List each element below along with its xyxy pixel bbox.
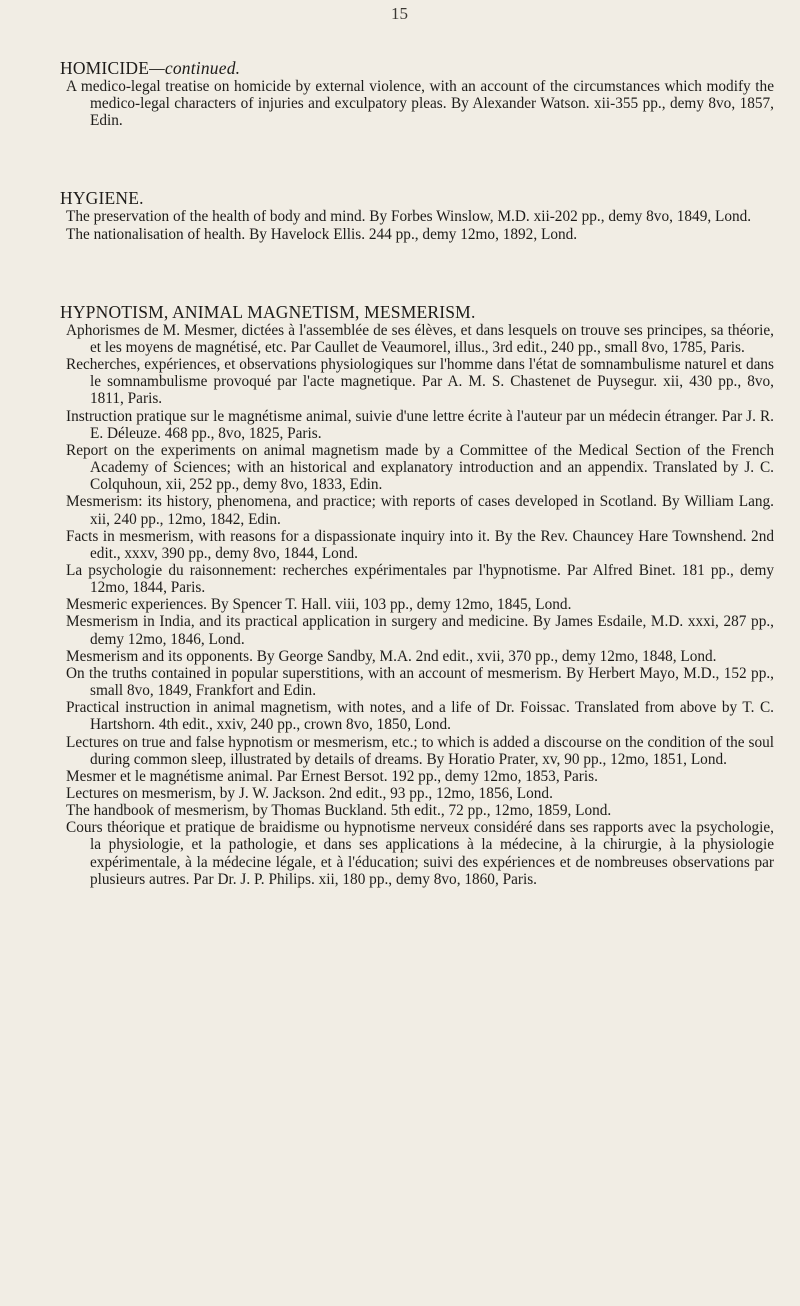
bibliography-entry: A medico-legal treatise on homicide by external violence, with an account of the circumstances which modify the medico-legal characters of injuries and exculpatory pleas. By Alexander Watson. xii-355 pp., demy 8vo, 1857, Edin. — [66, 78, 774, 130]
bibliography-entry: On the truths contained in popular superstitions, with an account of mesmerism. By Herbert Mayo, M.D., 152 pp., small 8vo, 1849, Frankfort and Edin. — [66, 664, 774, 700]
section-hypnotism — [60, 302, 774, 888]
bibliography-entry: Lectures on mesmerism, by J. W. Jackson. 2nd edit., 93 pp., 12mo, 1856, Lond. — [66, 785, 553, 802]
bibliography-entry: Cours théorique et pratique de braidisme ou hypnotisme nerveux considéré dans ses rapports avec la psychologie, la physiologie, et la pathologie, et dans ses applications à la médecine, à la chirurgie, à la physiologie expérimentale, à la médecine légale, et à l'éducation; suivi des expériences et de nombreuses observations par plusieurs autres. Par Dr. J. P. Philips. xii, 180 pp., demy 8vo, 1860, Paris. — [66, 819, 774, 888]
entry-list — [60, 208, 774, 242]
bibliography-entry: The preservation of the health of body and mind. By Forbes Winslow, M.D. xii-202 pp., demy 8vo, 1849, Lond. — [66, 208, 752, 226]
section-homicide — [60, 58, 774, 129]
bibliography-entry: Facts in mesmerism, with reasons for a dispassionate inquiry into it. By the Rev. Chauncey Hare Townshend. 2nd edit., xxxv, 390 pp., demy 8vo, 1844, Lond. — [66, 527, 774, 562]
entry-list — [60, 78, 774, 129]
bibliography-entry: The nationalisation of health. By Havelock Ellis. 244 pp., demy 12mo, 1892, Lond. — [66, 225, 578, 243]
section-heading: HYPNOTISM, ANIMAL MAGNETISM, MESMERISM. — [60, 301, 476, 322]
bibliography-entry: Mesmerism and its opponents. By George Sandby, M.A. 2nd edit., xvii, 370 pp., demy 12mo, 1848, Lond. — [66, 647, 717, 665]
bibliography-entry: The handbook of mesmerism, by Thomas Buckland. 5th edit., 72 pp., 12mo, 1859, Lond. — [66, 802, 612, 820]
section-heading — [60, 58, 774, 78]
heading-continued: —continued. — [149, 58, 241, 78]
bibliography-content — [60, 58, 774, 888]
bibliography-entry: Report on the experiments on animal magnetism made by a Committee of the Medical Section of the French Academy of Sciences; with an historical and explanatory introduction and an appendix. Translated by J. C. Colquhoun, xii, 252 pp., demy 8vo, 1833, Edin. — [66, 441, 774, 494]
bibliography-entry: Mesmer et le magnétisme animal. Par Ernest Bersot. 192 pp., demy 12mo, 1853, Paris. — [66, 767, 598, 785]
section-hygiene — [60, 188, 774, 242]
page-number: 15 — [391, 4, 408, 23]
bibliography-entry: Mesmeric experiences. By Spencer T. Hall. viii, 103 pp., demy 12mo, 1845, Lond. — [66, 596, 572, 614]
heading-text: HOMICIDE — [60, 58, 150, 78]
bibliography-entry: Lectures on true and false hypnotism or mesmerism, etc.; to which is added a discourse on the condition of the soul during common sleep, illustrated by details of dreams. By Horatio Prater, xv, 90 pp., 12mo, 1851, Lond. — [66, 733, 774, 768]
section-heading: HYGIENE. — [60, 188, 144, 209]
bibliography-entry: Recherches, expériences, et observations physiologiques sur l'homme dans l'état de somnambulisme naturel et dans le somnambulisme provoqué par l'acte magnetique. Par A. M. S. Chastenet de Puysegur. xii, 430 pp., 8vo, 1811, Paris. — [66, 356, 774, 408]
bibliography-entry: Aphorismes de M. Mesmer, dictées à l'assemblée de ses élèves, et dans lesquels on trouve ses principes, sa théorie, et les moyens de magnétisé, etc. Par Caullet de Veaumorel, illus., 3rd edit., 240 pp., small 8vo, 1785, Paris. — [66, 321, 774, 356]
bibliography-entry: Practical instruction in animal magnetism, with notes, and a life of Dr. Foissac. Translated from above by T. C. Hartshorn. 4th edit., xxiv, 240 pp., crown 8vo, 1850, Lond. — [66, 699, 774, 734]
entry-list — [60, 322, 774, 888]
bibliography-entry: Mesmerism: its history, phenomena, and practice; with reports of cases developed in Scotland. By William Lang. xii, 240 pp., 12mo, 1842, Edin. — [66, 493, 774, 528]
bibliography-entry: Mesmerism in India, and its practical application in surgery and medicine. By James Esdaile, M.D. xxxi, 287 pp., demy 12mo, 1846, Lond. — [66, 613, 774, 648]
bibliography-entry: La psychologie du raisonnement: recherches expérimentales par l'hypnotisme. Par Alfred Binet. 181 pp., demy 12mo, 1844, Paris. — [66, 561, 774, 597]
bibliography-entry: Instruction pratique sur le magnétisme animal, suivie d'une lettre écrite à l'auteur par un médecin étranger. Par J. R. E. Déleuze. 468 pp., 8vo, 1825, Paris. — [66, 407, 774, 442]
